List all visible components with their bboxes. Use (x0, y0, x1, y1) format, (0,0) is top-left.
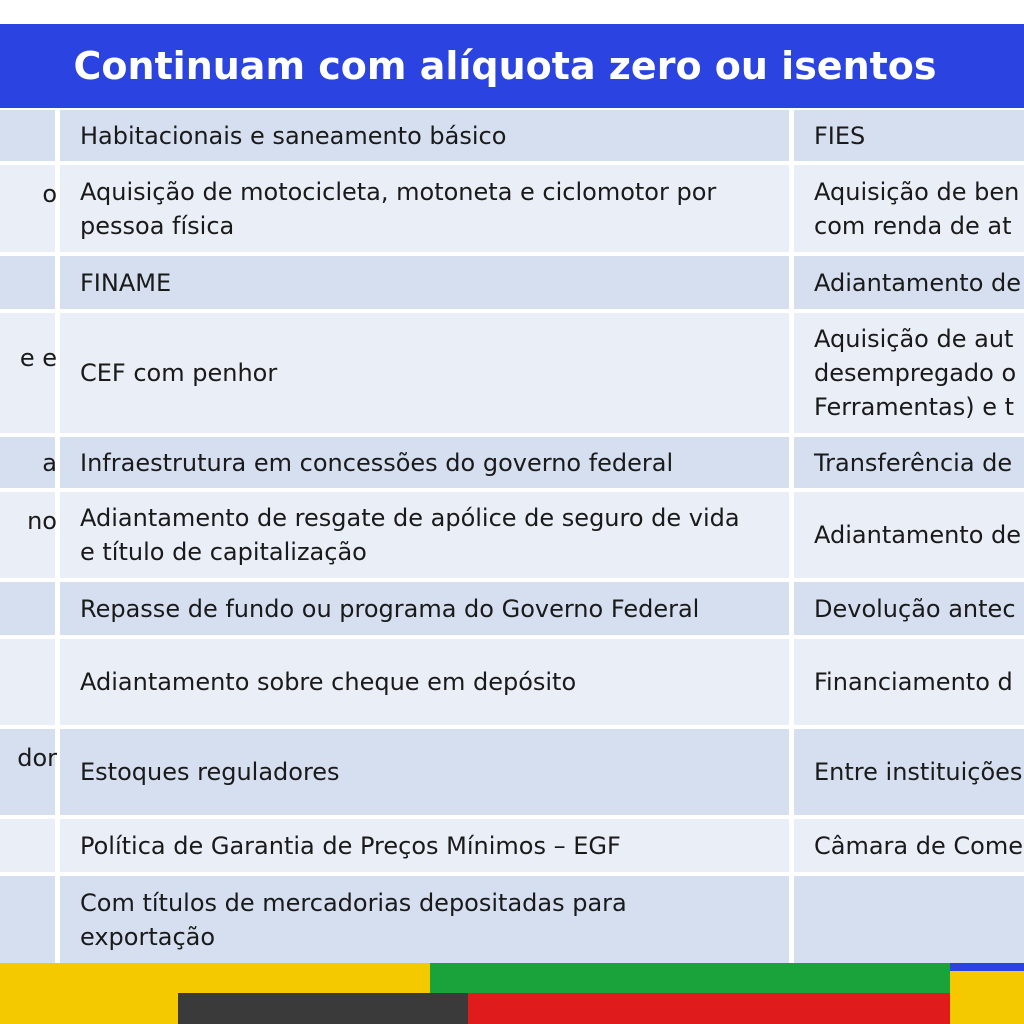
table-row (0, 110, 1024, 161)
table-cell-middle: Estoques reguladores (60, 729, 789, 815)
table-cell-middle: Adiantamento de resgate de apólice de seguro de vida e título de capitalização (60, 492, 789, 578)
table-cell-left: o (0, 165, 55, 252)
table-cell-right: Adiantamento de (794, 492, 1024, 578)
red-stripe (455, 993, 950, 1024)
page-title: Continuam com alíquota zero ou isentos (73, 44, 937, 88)
table-cell-right: Câmara de Come (794, 819, 1024, 872)
table-cell-left: a (0, 437, 55, 488)
table-row (0, 729, 1024, 815)
table-cell-middle: Adiantamento sobre cheque em depósito (60, 639, 789, 725)
decorative-footer-stripes (0, 963, 1024, 1024)
table-cell-right: FIES (794, 110, 1024, 161)
table-row (0, 582, 1024, 635)
table-row (0, 437, 1024, 488)
title-banner (0, 24, 1024, 108)
table-row (0, 819, 1024, 872)
table-cell-left: e e (0, 313, 55, 433)
table-cell-right (794, 876, 1024, 963)
table-cell-middle: Política de Garantia de Preços Mínimos – EGF (60, 819, 789, 872)
table-cell-middle: FINAME (60, 256, 789, 309)
dark-stripe (178, 993, 468, 1024)
table-cell-right: Financiamento d (794, 639, 1024, 725)
table-row (0, 876, 1024, 963)
table-cell-left (0, 110, 55, 161)
table-row (0, 256, 1024, 309)
table-cell-left (0, 819, 55, 872)
table-cell-left (0, 876, 55, 963)
table-cell-middle: Habitacionais e saneamento básico (60, 110, 789, 161)
table-cell-right: Transferência de (794, 437, 1024, 488)
table-row (0, 313, 1024, 433)
table-cell-left: no (0, 492, 55, 578)
table-cell-middle: CEF com penhor (60, 313, 789, 433)
table-row (0, 165, 1024, 252)
table-cell-left: dor (0, 729, 55, 815)
table-cell-right: Aquisição de ben com renda de at (794, 165, 1024, 252)
table-cell-right: Aquisição de aut desempregado o Ferramentas) e t (794, 313, 1024, 433)
table-cell-right: Adiantamento de (794, 256, 1024, 309)
table-cell-middle: Aquisição de motocicleta, motoneta e ciclomotor por pessoa física (60, 165, 789, 252)
table-cell-right: Devolução antec (794, 582, 1024, 635)
table-row (0, 639, 1024, 725)
blue-stripe (950, 963, 1024, 971)
table-cell-middle: Infraestrutura em concessões do governo federal (60, 437, 789, 488)
table-cell-right: Entre instituições (794, 729, 1024, 815)
green-stripe (430, 963, 950, 993)
table-cell-middle: Repasse de fundo ou programa do Governo Federal (60, 582, 789, 635)
table-cell-middle: Com títulos de mercadorias depositadas para exportação (60, 876, 789, 963)
table-cell-left (0, 256, 55, 309)
table-cell-left (0, 639, 55, 725)
table-cell-left (0, 582, 55, 635)
table-row (0, 492, 1024, 578)
